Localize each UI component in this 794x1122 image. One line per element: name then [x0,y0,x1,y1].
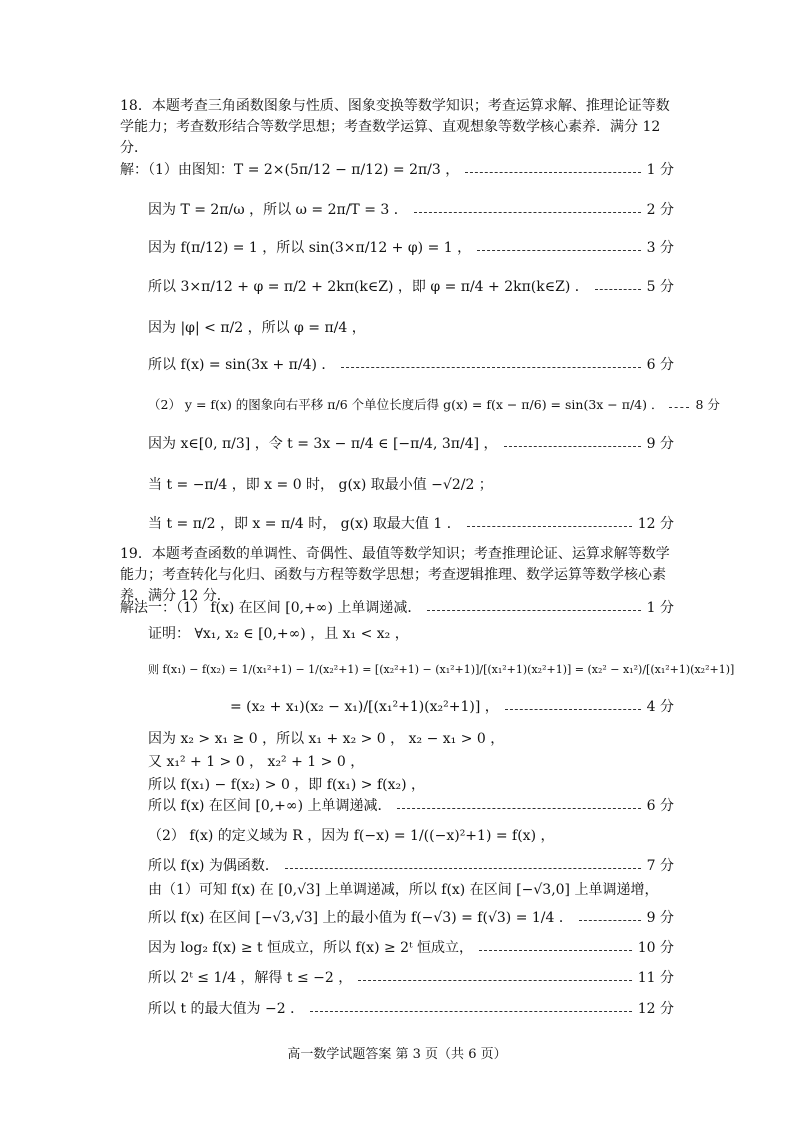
leader-dots [414,212,641,213]
q19-line-9 [148,826,674,846]
line-text: 解法一：（1） f(x) 在区间 [0,+∞) 上单调递减． [120,600,422,616]
q19-line-5 [148,729,674,749]
line-text: 因为 x∈[0, π/3] ，令 t = 3x − π/4 ∈ [−π/4, 3π/4] ， [148,436,498,452]
q19-line-15 [148,999,674,1019]
q19-line-10 [148,856,674,876]
line-text: 因为 f(π/12) = 1 ，所以 sin(3×π/12 + φ) = 1 ， [148,240,472,256]
score: 6 分 [646,357,674,373]
line-text: 证明： ∀x₁, x₂ ∈ [0,+∞) ，且 x₁ < x₂ ， [148,626,409,642]
score: 1 分 [646,162,674,178]
q18-line-8 [148,434,674,454]
leader-dots [479,950,632,951]
q19-line-14 [148,968,674,988]
score: 8 分 [695,397,720,412]
line-text: 则 f(x₁) − f(x₂) = 1/(x₁²+1) − 1/(x₂²+1) = [(x₂²+1) − (x₁²+1)]/[(x₁²+1)(x₂²+1)] = (x₂² − x₁²)/[(x₁²+1)(x₂²+1)] [148,663,735,676]
leader-dots [341,367,640,368]
q18-line-9 [148,475,674,495]
line-text: （2） y = f(x) 的图象向右平移 π/6 个单位长度后得 g(x) = f(x − π/6) = sin(3x − π/4) ． [148,397,664,412]
line-text: 所以 t 的最大值为 −2 ． [148,1001,305,1017]
q19-line-11 [148,880,674,900]
leader-dots [358,980,632,981]
leader-dots [465,172,640,173]
score: 7 分 [646,858,674,874]
leader-dots [467,526,632,527]
line-text: 因为 T = 2π/ω ，所以 ω = 2π/T = 3 ． [148,202,408,218]
q19-line-3 [148,660,735,680]
line-text: = (x₂ + x₁)(x₂ − x₁)/[(x₁²+1)(x₂²+1)] ， [230,699,499,715]
line-text: 所以 f(x₁) − f(x₂) > 0 ，即 f(x₁) > f(x₂) ， [148,777,426,793]
q19-line-7 [148,775,674,795]
leader-dots [669,407,689,408]
q18-line-5 [148,318,674,338]
line-text: 所以 f(x) 在区间 [0,+∞) 上单调递减． [148,798,392,814]
line-text: 因为 x₂ > x₁ ≥ 0 ，所以 x₁ + x₂ > 0 ， x₂ − x₁ > 0 ， [148,731,505,747]
leader-dots [579,920,641,921]
q18-line-2 [148,200,674,220]
line-text: （2） f(x) 的定义域为 R ，因为 f(−x) = 1/((−x)²+1) = f(x) ， [148,828,555,844]
score: 9 分 [646,910,674,926]
leader-dots [397,808,640,809]
line-text: 当 t = −π/4 ，即 x = 0 时， g(x) 取最小值 −√2/2 ； [148,477,493,493]
leader-dots [477,250,641,251]
leader-dots [285,868,641,869]
score: 6 分 [646,798,674,814]
leader-dots [504,446,641,447]
score: 2 分 [646,202,674,218]
line-text: 当 t = π/2 ，即 x = π/4 时， g(x) 取最大值 1 ． [148,516,461,532]
line-text: 所以 2ᵗ ≤ 1/4 ，解得 t ≤ −2 ， [148,970,353,986]
q19-line-13 [148,938,674,958]
leader-dots [595,289,641,290]
score: 12 分 [637,1001,674,1017]
q19-line-12 [148,908,674,928]
score: 3 分 [646,240,674,256]
q19-line-1 [120,598,674,618]
line-text: 所以 3×π/12 + φ = π/2 + 2kπ(k∈Z) ，即 φ = π/4 + 2kπ(k∈Z) ． [148,279,589,295]
leader-dots [427,610,640,611]
line-text: 由（1）可知 f(x) 在 [0,√3] 上单调递减，所以 f(x) 在区间 [−√3,0] 上单调递增， [148,882,659,898]
q19-line-4 [230,697,674,717]
q18-intro: 18．本题考查三角函数图象与性质、图象变换等数学知识；考查运算求解、推理论证等数学能力；考查数形结合等数学思想；考查数学运算、直观想象等数学核心素养．满分 12 分． [120,98,670,156]
q18-line-7 [148,395,720,415]
line-text: 因为 |φ| < π/2 ，所以 φ = π/4 ， [148,320,366,336]
line-text: 又 x₁² + 1 > 0 ， x₂² + 1 > 0 ， [148,754,365,770]
q18-line-1 [120,160,674,180]
score: 9 分 [646,436,674,452]
q19-line-8 [148,796,674,816]
q18-line-3 [148,238,674,258]
line-text: 所以 f(x) 在区间 [−√3,√3] 上的最小值为 f(−√3) = f(√3) = 1/4 ． [148,910,573,926]
q18-line-6 [148,355,674,375]
q19-line-2 [148,624,674,644]
score: 10 分 [637,940,674,956]
line-text: 所以 f(x) = sin(3x + π/4) ． [148,357,336,373]
score: 1 分 [646,600,674,616]
q18-line-4 [148,277,674,297]
q19-intro: 19．本题考查函数的单调性、奇偶性、最值等数学知识；考查推理论证、运算求解等数学能力；考查转化与化归、函数与方程等数学思想；考查逻辑推理、数学运算等数学核心素养．满分 12 分． [120,546,670,604]
score: 11 分 [637,970,674,986]
page-footer: 高一数学试题答案 第 3 页（共 6 页） [287,1047,507,1062]
score: 5 分 [646,279,674,295]
line-text: 因为 log₂ f(x) ≥ t 恒成立，所以 f(x) ≥ 2ᵗ 恒成立， [148,940,473,956]
leader-dots [505,709,641,710]
q18-line-10 [148,514,674,534]
q19-line-6 [148,752,674,772]
score: 12 分 [637,516,674,532]
leader-dots [310,1011,632,1012]
line-text: 解：（1）由图知：T = 2×(5π/12 − π/12) = 2π/3 ， [120,162,460,178]
score: 4 分 [646,699,674,715]
line-text: 所以 f(x) 为偶函数． [148,858,279,874]
